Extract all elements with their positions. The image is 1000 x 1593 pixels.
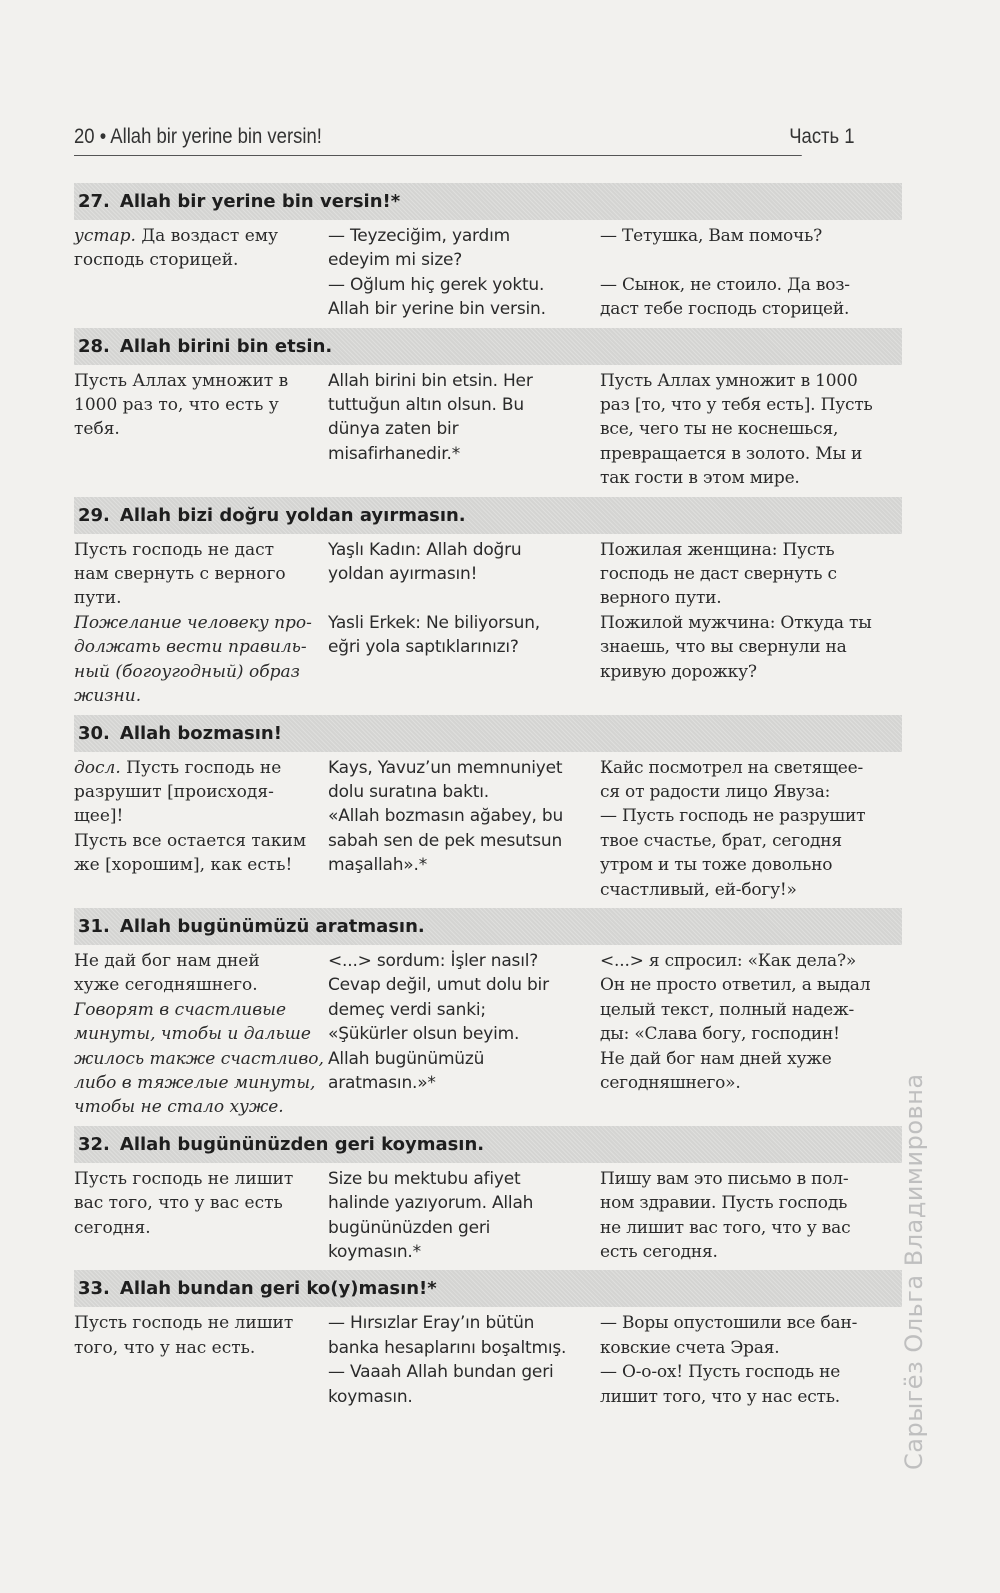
text-line: «Allah bozmasın ağabey, bu (328, 806, 564, 827)
text-line: Пожилая женщина: Пусть (600, 539, 835, 560)
text-line: dünya zaten bir (328, 419, 459, 440)
translation-column (74, 1167, 328, 1265)
text-line: <...> я спросил: «Как дела?» (600, 950, 857, 971)
watermark: Сарыгёз Ольга Владимировна (900, 1073, 928, 1470)
entry-phrase: Allah bugününüzden geri koymasın. (119, 1133, 485, 1155)
text-line: должать вести правиль- (74, 637, 307, 658)
russian-example-column (600, 538, 902, 709)
entry-body (74, 365, 902, 497)
text-line: — Teyzeciğim, yardım (328, 226, 510, 246)
text-line: Пожелание человеку про- (74, 612, 312, 633)
text-line: — Сынок, не стоило. Да воз- (600, 274, 850, 295)
text-line: dolu suratına baktı. (328, 781, 489, 802)
text-line: edeyim mi size? (328, 250, 463, 271)
text-line: Пусть все остается таким (74, 830, 307, 851)
text-line: ды: «Слава богу, господин! (600, 1024, 840, 1045)
entry-body (74, 1307, 902, 1415)
text-line: все, чего ты не коснешься, (600, 419, 839, 440)
entry (74, 908, 902, 1126)
entry-number: 28. (78, 335, 110, 357)
text-line: Говорят в счастливые (74, 999, 287, 1020)
text-line: есть сегодня. (600, 1242, 718, 1262)
entry-title (74, 1126, 902, 1163)
text-line: — Oğlum hiç gerek yoktu. (328, 274, 545, 295)
header-title: 20 • Allah bir yerine bin versin! (74, 125, 322, 148)
turkish-example-column (328, 538, 600, 709)
text-line: Пусть Аллах умножит в 1000 (600, 370, 858, 391)
text-line: минуты, чтобы и дальше (74, 1024, 311, 1045)
text-line: тебя. (74, 419, 120, 440)
text-line: Кайс посмотрел на светящее- (600, 757, 864, 778)
entry-phrase: Allah bizi doğru yoldan ayırmasın. (119, 504, 466, 526)
text-line: чтобы не стало хуже. (74, 1097, 284, 1118)
text-line: сегодняшнего». (600, 1072, 741, 1093)
text-line: koymasın.* (328, 1242, 421, 1262)
text-line: eğri yola saptıklarınızı? (328, 637, 519, 658)
text-line: же [хорошим], как есть! (74, 855, 293, 876)
translation-column (74, 756, 328, 902)
text-line: либо в тяжелые минуты, (74, 1072, 316, 1093)
abbreviation: устар. (74, 226, 136, 246)
entry-number: 32. (78, 1133, 110, 1155)
text-line: bugününüzden geri (328, 1217, 491, 1238)
russian-example-column (600, 369, 902, 491)
text-line: banka hesaplarını boşaltmış. (328, 1337, 567, 1358)
text-line: превращается в золото. Мы и (600, 443, 863, 464)
text-line: — Vaaah Allah bundan geri (328, 1362, 554, 1383)
text-line: sabah sen de pek mesutsun (328, 830, 563, 851)
text-line: «Şükürler olsun beyim. (328, 1024, 520, 1045)
entry-number: 33. (78, 1278, 110, 1300)
text-line: верного пути. (600, 588, 722, 609)
text-line: господь не даст свернуть с (600, 564, 837, 585)
translation-column (74, 369, 328, 491)
translation-column (74, 1311, 328, 1409)
text-line: Allah bugünümüzü (328, 1048, 485, 1069)
entry-body (74, 534, 902, 715)
entry (74, 715, 902, 908)
text-line: — О-о-ох! Пусть господь не (600, 1362, 841, 1383)
text-line (74, 224, 322, 248)
text-line: Cevap değil, umut dolu bir (328, 975, 549, 996)
text-fragment: Да воздаст ему (135, 226, 278, 246)
text-line: Size bu mektubu afiyet (328, 1168, 521, 1189)
text-line: Пусть господь не лишит (74, 1313, 294, 1334)
text-line: Пожилой мужчина: Откуда ты (600, 612, 872, 633)
entry (74, 1270, 902, 1415)
text-line: <...> sordum: İşler nasıl? (328, 950, 539, 971)
translation-column (74, 538, 328, 709)
text-line: aratmasın.»* (328, 1072, 436, 1093)
entry-number: 27. (78, 191, 110, 212)
entry-phrase: Allah bozmasın! (119, 722, 282, 744)
entry-title (74, 328, 902, 365)
entry-body (74, 752, 902, 908)
entry-title (74, 183, 902, 220)
text-fragment: Пусть господь не (120, 757, 282, 778)
text-line: ный (богоугодный) образ (74, 661, 300, 682)
text-line: Allah birini bin etsin. Her (328, 370, 533, 391)
text-line: щее]! (74, 806, 124, 827)
entry (74, 328, 902, 497)
turkish-example-column (328, 756, 600, 902)
entry-phrase: Allah bundan geri ko(y)masın!* (119, 1278, 437, 1300)
text-line: разрушит [происходя- (74, 781, 274, 802)
text-line: жизни. (74, 686, 142, 707)
text-line: maşallah».* (328, 855, 427, 876)
abbreviation: досл. (74, 757, 121, 778)
running-header (74, 120, 855, 156)
turkish-example-column (328, 1167, 600, 1265)
entry-title (74, 497, 902, 534)
text-line (74, 756, 322, 780)
text-line: Kays, Yavuz’un memnuniyet (328, 757, 563, 778)
text-line: кривую дорожку? (600, 661, 757, 682)
entry-number: 29. (78, 504, 110, 526)
russian-example-column (600, 224, 902, 322)
text-line: halinde yazıyorum. Allah (328, 1193, 534, 1214)
entry-title (74, 715, 902, 752)
text-line: ся от радости лицо Явуза: (600, 781, 831, 802)
text-line: Yaşlı Kadın: Allah doğru (328, 539, 522, 560)
text-line: Yasli Erkek: Ne biliyorsun, (328, 612, 540, 633)
entry-number: 30. (78, 722, 110, 744)
translation-column (74, 949, 328, 1120)
turkish-example-column (328, 1311, 600, 1409)
entry (74, 497, 902, 715)
text-line: Пусть господь не лишит (74, 1168, 294, 1189)
text-line: Пусть господь не даст (74, 539, 275, 560)
entry-title (74, 908, 902, 945)
entry-body (74, 1163, 902, 1271)
text-line: — Hırsızlar Eray’ın bütün (328, 1313, 535, 1334)
text-line: yoldan ayırmasın! (328, 564, 478, 585)
entry-title (74, 1270, 902, 1307)
russian-example-column (600, 1311, 902, 1409)
entry-number: 31. (78, 915, 110, 937)
entry-phrase: Allah bir yerine bin versin!* (119, 191, 401, 212)
text-line: не лишит вас того, что у вас (600, 1217, 851, 1238)
text-line: tuttuğun altın olsun. Bu (328, 395, 524, 416)
text-line: пути. (74, 588, 122, 609)
text-line: — Тетушка, Вам помочь? (600, 226, 823, 246)
turkish-example-column (328, 369, 600, 491)
header-part: Часть 1 (789, 125, 855, 148)
text-line: хуже сегодняшнего. (74, 975, 258, 996)
text-line: 1000 раз то, что есть у (74, 395, 279, 416)
text-line: misafirhanedir.* (328, 443, 461, 464)
entry (74, 1126, 902, 1271)
entry-phrase: Allah bugünümüzü aratmasın. (119, 915, 425, 937)
phrase-list (74, 183, 902, 1415)
text-line: — Воры опустошили все бан- (600, 1313, 858, 1334)
text-line: утром и ты тоже довольно (600, 855, 833, 876)
text-line: вас того, что у вас есть (74, 1193, 283, 1214)
entry-body (74, 945, 902, 1126)
text-line: Не дай бог нам дней (74, 950, 260, 971)
blank-line (328, 586, 594, 610)
text-line: сегодня. (74, 1217, 151, 1238)
text-line: нам свернуть с верного (74, 564, 286, 585)
text-line: твое счастье, брат, сегодня (600, 830, 842, 851)
entry-phrase: Allah birini bin etsin. (119, 335, 333, 357)
entry-body (74, 220, 902, 328)
text-line: знаешь, что вы свернули на (600, 637, 847, 658)
text-line: того, что у нас есть. (74, 1337, 256, 1358)
text-line: Не дай бог нам дней хуже (600, 1048, 832, 1069)
blank-line (600, 248, 902, 272)
text-line: Allah bir yerine bin versin. (328, 299, 546, 320)
text-line: ковские счета Эрая. (600, 1337, 780, 1358)
text-line: лишит того, что у нас есть. (600, 1386, 840, 1407)
text-line: даст тебе господь сторицей. (600, 299, 850, 320)
text-line: Пусть Аллах умножит в (74, 370, 289, 391)
russian-example-column (600, 756, 902, 902)
text-line: demeç verdi sanki; (328, 999, 486, 1020)
turkish-example-column (328, 949, 600, 1120)
russian-example-column (600, 1167, 902, 1265)
text-line: так гости в этом мире. (600, 468, 800, 489)
text-line: ном здравии. Пусть господь (600, 1193, 848, 1214)
entry (74, 183, 902, 328)
text-line: счастливый, ей-богу!» (600, 879, 797, 900)
text-line: Он не просто ответил, а выдал (600, 975, 871, 996)
text-line: господь сторицей. (74, 250, 239, 271)
russian-example-column (600, 949, 902, 1120)
text-line: раз [то, что у тебя есть]. Пусть (600, 395, 873, 416)
text-line: koymasın. (328, 1386, 413, 1407)
text-line: целый текст, полный надеж- (600, 999, 855, 1020)
turkish-example-column (328, 224, 600, 322)
text-line: жилось также счастливо, (74, 1048, 324, 1069)
translation-column (74, 224, 328, 322)
text-line: — Пусть господь не разрушит (600, 806, 866, 827)
text-line: Пишу вам это письмо в пол- (600, 1168, 849, 1189)
